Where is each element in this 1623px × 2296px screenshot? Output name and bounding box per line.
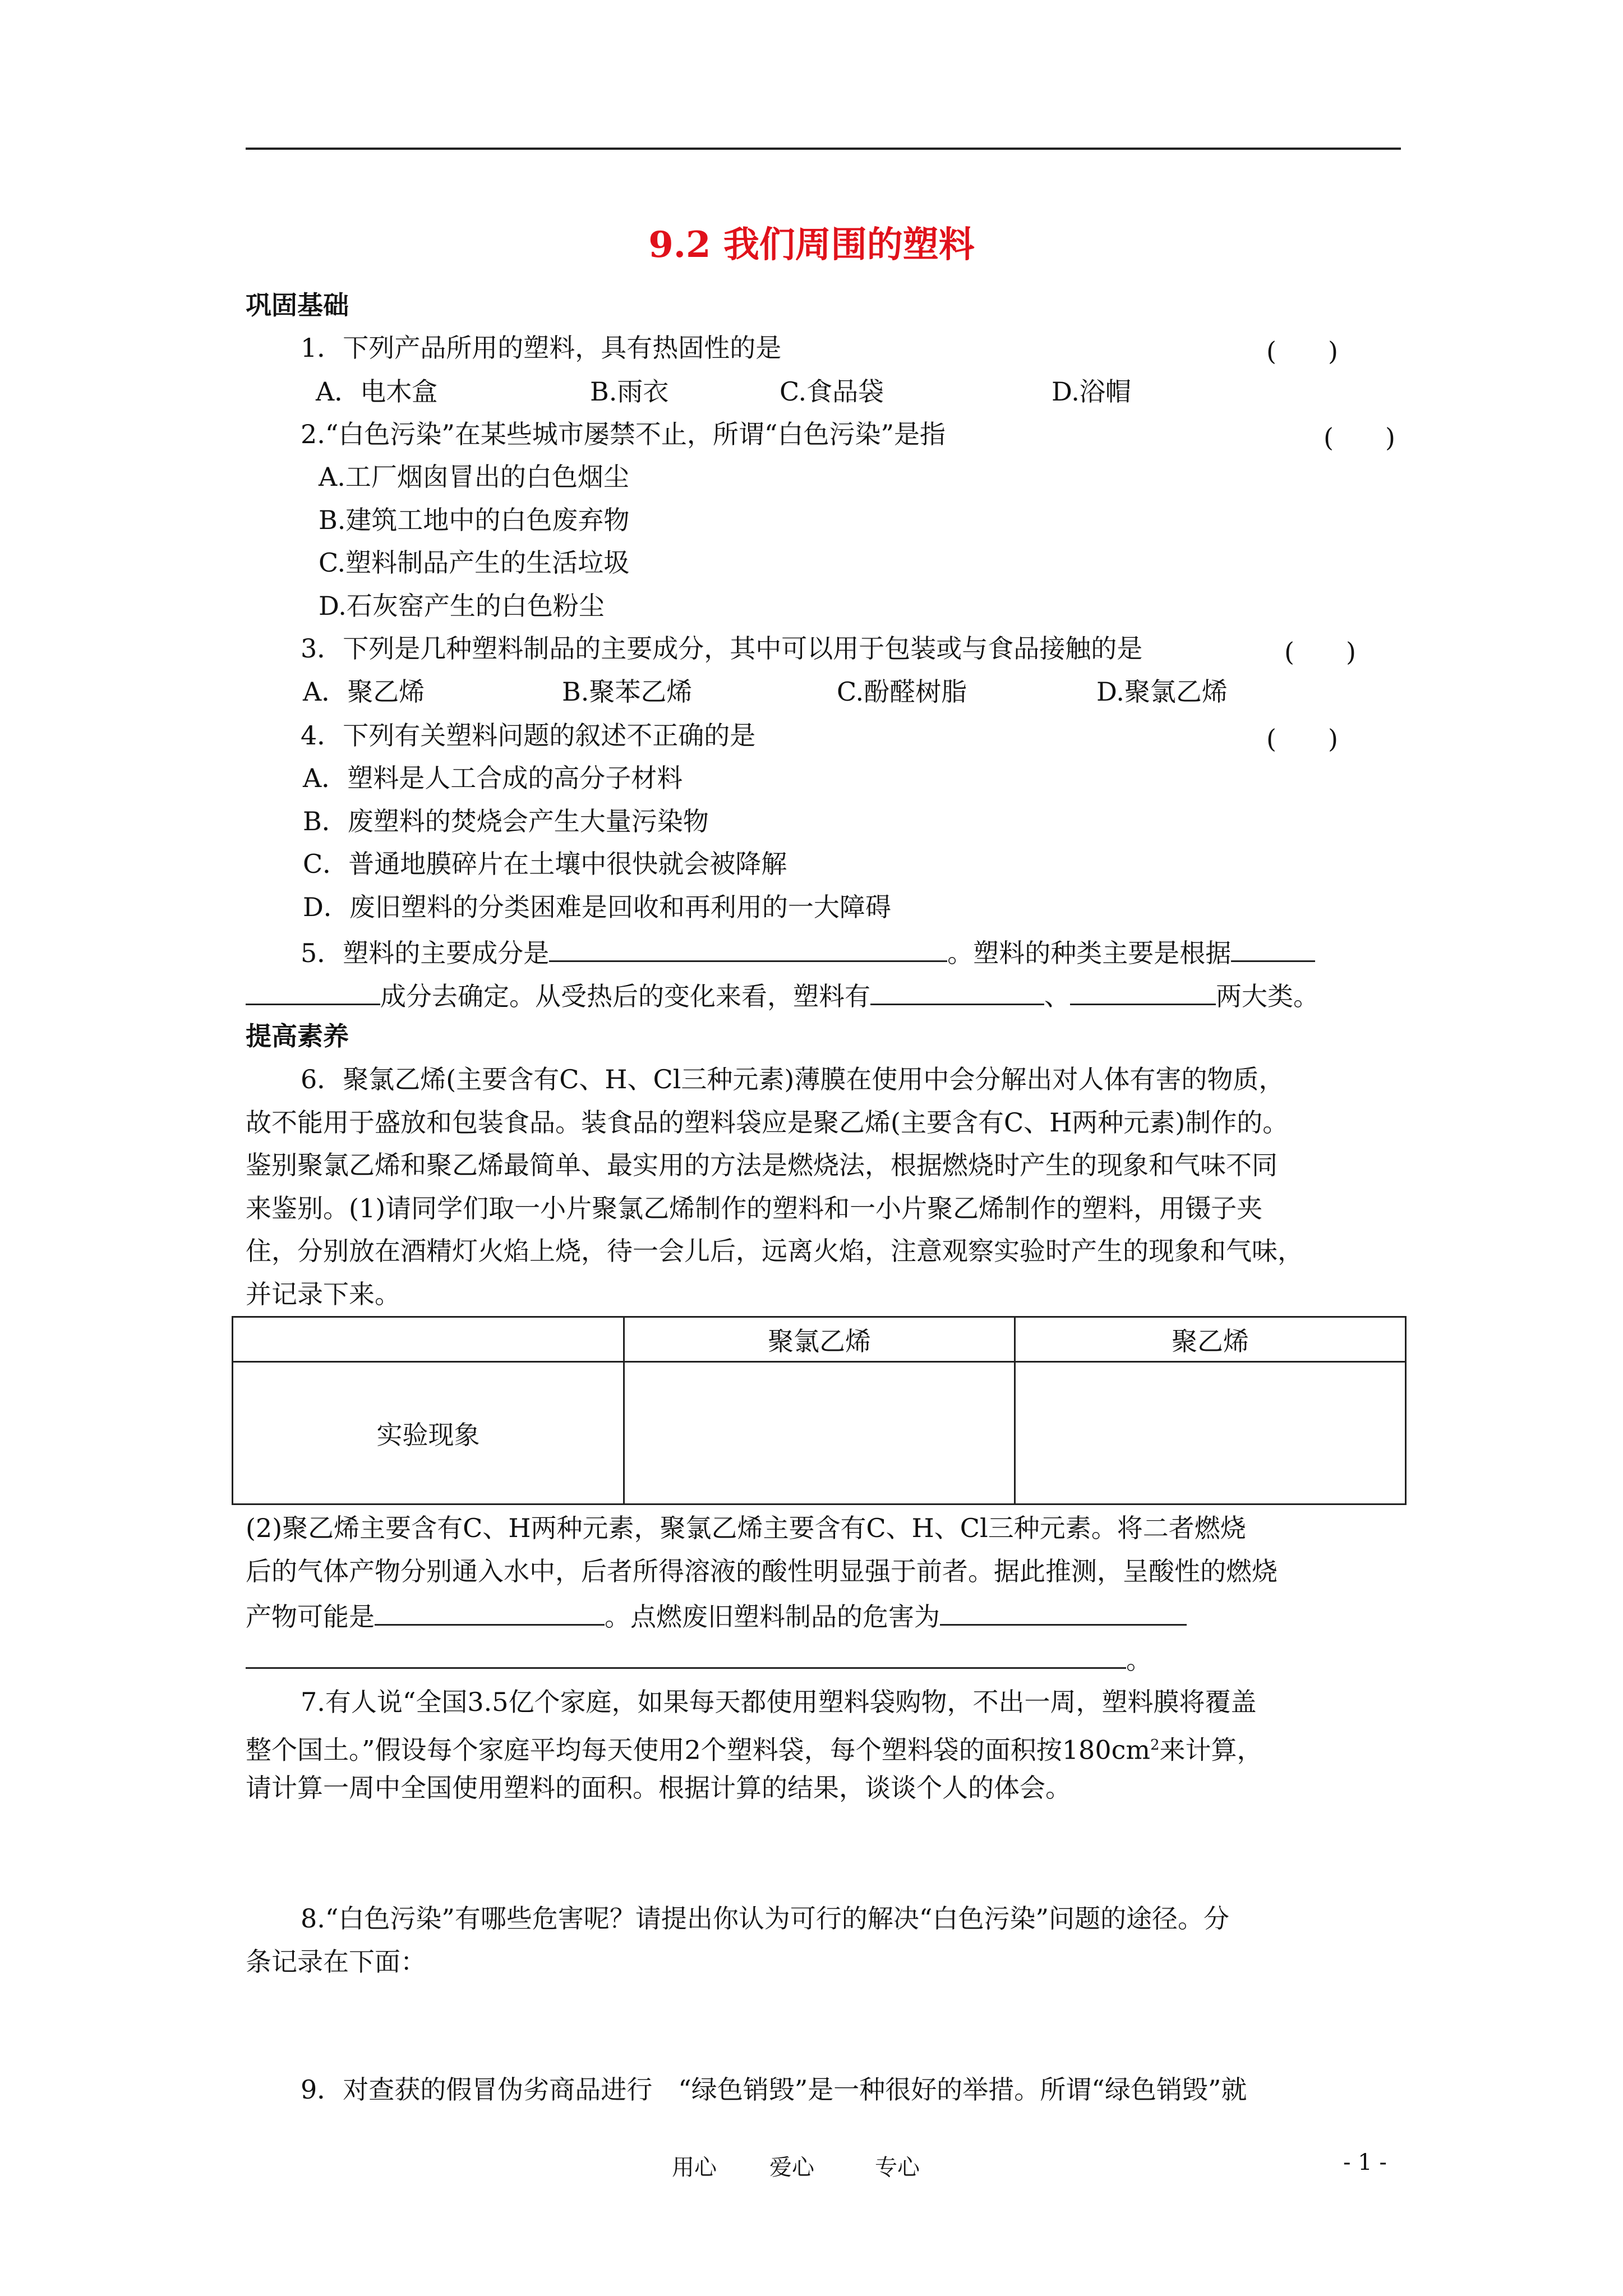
q3-option-d: D.聚氯乙烯 bbox=[1096, 677, 1228, 707]
q6-line-5: 住，分别放在酒精灯火焰上烧，待一会儿后，远离火焰，注意观察实验时产生的现象和气味， bbox=[246, 1236, 1303, 1266]
q2-option-c: C.塑料制品产生的生活垃圾 bbox=[319, 547, 630, 578]
table-header-pvc: 聚氯乙烯 bbox=[624, 1317, 1015, 1362]
q2-option-a: A.工厂烟囱冒出的白色烟尘 bbox=[319, 462, 629, 492]
q5-blank-main-component[interactable] bbox=[549, 933, 947, 962]
q6-part2-period: 。 bbox=[1126, 1645, 1152, 1675]
page-title: 9.2 我们周围的塑料 bbox=[648, 224, 975, 266]
q6-blank-acidic-product[interactable] bbox=[375, 1597, 605, 1626]
q8-line-2: 条记录在下面： bbox=[246, 1947, 426, 1977]
q5-text-2: 。塑料的种类主要是根据 bbox=[947, 938, 1232, 968]
q6-blank-harm-start[interactable] bbox=[940, 1597, 1187, 1626]
q5-text-1: 5．塑料的主要成分是 bbox=[301, 938, 550, 968]
q6-blank-harm-end[interactable] bbox=[246, 1640, 1126, 1669]
table-row-label: 实验现象 bbox=[233, 1362, 624, 1504]
header-rule bbox=[246, 148, 1401, 150]
q5-text-5: 两大类。 bbox=[1216, 981, 1319, 1011]
footer-word-1: 用心 bbox=[672, 2155, 717, 2180]
q1-answer-paren: ( ) bbox=[1266, 336, 1338, 366]
experiment-table bbox=[232, 1316, 1407, 1505]
q8-line-1: 8.“白色污染”有哪些危害呢？请提出你认为可行的解决“白色污染”问题的途径。分 bbox=[301, 1903, 1229, 1934]
q7-line-1: 7.有人说“全国3.5亿个家庭，如果每天都使用塑料袋购物，不出一周，塑料膜将覆盖 bbox=[301, 1687, 1257, 1717]
q3-option-c: C.酚醛树脂 bbox=[837, 677, 967, 707]
q4-stem: 4．下列有关塑料问题的叙述不正确的是 bbox=[301, 720, 756, 751]
q6-line-1: 6．聚氯乙烯(主要含有C、H、Cl三种元素)薄膜在使用中会分解出对人体有害的物质， bbox=[301, 1064, 1285, 1094]
q6-part2-text-b: 。点燃废旧塑料制品的危害为 bbox=[605, 1602, 940, 1632]
q7-superscript: 2 bbox=[1150, 1737, 1160, 1754]
q2-answer-paren: ( ) bbox=[1324, 422, 1395, 453]
q4-option-c: C．普通地膜碎片在土壤中很快就会被降解 bbox=[303, 849, 787, 879]
q3-stem: 3．下列是几种塑料制品的主要成分，其中可以用于包装或与食品接触的是 bbox=[301, 633, 1143, 664]
table-cell-pvc-observation[interactable] bbox=[624, 1362, 1015, 1504]
q6-line-3: 鉴别聚氯乙烯和聚乙烯最简单、最实用的方法是燃烧法，根据燃烧时产生的现象和气味不同 bbox=[246, 1150, 1278, 1180]
q6-line-4: 来鉴别。(1)请同学们取一小片聚氯乙烯制作的塑料和一小片聚乙烯制作的塑料，用镊子夹 bbox=[246, 1193, 1263, 1223]
q4-answer-paren: ( ) bbox=[1266, 724, 1338, 754]
page-number: - 1 - bbox=[1343, 2150, 1387, 2175]
q4-option-a: A．塑料是人工合成的高分子材料 bbox=[303, 763, 683, 793]
q5-text-4: 、 bbox=[1044, 981, 1070, 1011]
q4-option-b: B．废塑料的焚烧会产生大量污染物 bbox=[303, 806, 709, 836]
footer-word-3: 专心 bbox=[875, 2155, 920, 2180]
q1-option-c: C.食品袋 bbox=[780, 376, 884, 407]
q7-line-3: 请计算一周中全国使用塑料的面积。根据计算的结果，谈谈个人的体会。 bbox=[246, 1773, 1071, 1803]
q3-option-b: B.聚苯乙烯 bbox=[562, 677, 693, 707]
q5-blank-basis-start[interactable] bbox=[1231, 933, 1315, 962]
q3-option-a: A．聚乙烯 bbox=[303, 677, 425, 707]
q6-part2-line-4 bbox=[246, 1640, 1152, 1677]
q5-text-3: 成分去确定。从受热后的变化来看，塑料有 bbox=[380, 981, 870, 1011]
q7-text-b: 来计算， bbox=[1159, 1734, 1263, 1765]
section-heading-improve: 提高素养 bbox=[246, 1021, 349, 1051]
q3-answer-paren: ( ) bbox=[1284, 637, 1356, 667]
table-header-row bbox=[233, 1317, 1406, 1362]
table-row bbox=[233, 1362, 1406, 1504]
q7-line-2 bbox=[246, 1728, 1263, 1766]
table-corner-cell bbox=[233, 1317, 624, 1362]
q2-option-d: D.石灰窑产生的白色粉尘 bbox=[319, 591, 605, 621]
section-heading-basics: 巩固基础 bbox=[246, 290, 349, 320]
q1-option-a: A．电木盒 bbox=[316, 376, 438, 407]
q5-blank-basis-end[interactable] bbox=[246, 977, 380, 1005]
q2-option-b: B.建筑工地中的白色废弃物 bbox=[319, 505, 630, 535]
table-cell-pe-observation[interactable] bbox=[1015, 1362, 1406, 1504]
table-header-pe: 聚乙烯 bbox=[1015, 1317, 1406, 1362]
q6-part2-text-a: 产物可能是 bbox=[246, 1602, 375, 1632]
q6-part2-line-3 bbox=[246, 1597, 1187, 1634]
q2-stem: 2.“白色污染”在某些城市屡禁不止，所谓“白色污染”是指 bbox=[301, 419, 946, 449]
footer-word-2: 爱心 bbox=[769, 2155, 814, 2180]
q5-line2 bbox=[246, 977, 1319, 1013]
q1-option-b: B.雨衣 bbox=[590, 376, 669, 407]
q1-option-d: D.浴帽 bbox=[1052, 376, 1131, 407]
q6-part2-line-1: (2)聚乙烯主要含有C、H两种元素，聚氯乙烯主要含有C、H、Cl三种元素。将二者燃烧 bbox=[246, 1513, 1246, 1543]
q1-stem: 1．下列产品所用的塑料，具有热固性的是 bbox=[301, 333, 782, 363]
q5-blank-type-1[interactable] bbox=[870, 977, 1044, 1005]
q6-part2-line-2: 后的气体产物分别通入水中，后者所得溶液的酸性明显强于前者。据此推测，呈酸性的燃烧 bbox=[246, 1556, 1278, 1586]
q4-option-d: D．废旧塑料的分类困难是回收和再利用的一大障碍 bbox=[303, 892, 891, 922]
q6-line-2: 故不能用于盛放和包装食品。装食品的塑料袋应是聚乙烯(主要含有C、H两种元素)制作的。 bbox=[246, 1107, 1289, 1138]
q5-blank-type-2[interactable] bbox=[1070, 977, 1216, 1005]
q7-text-a: 整个国土。”假设每个家庭平均每天使用2个塑料袋，每个塑料袋的面积按180cm bbox=[246, 1734, 1150, 1765]
q6-line-6: 并记录下来。 bbox=[246, 1279, 400, 1309]
q5-line1 bbox=[301, 933, 1315, 970]
q9-line-1: 9．对查获的假冒伪劣商品进行 “绿色销毁”是一种很好的举措。所谓“绿色销毁”就 bbox=[301, 2074, 1247, 2105]
